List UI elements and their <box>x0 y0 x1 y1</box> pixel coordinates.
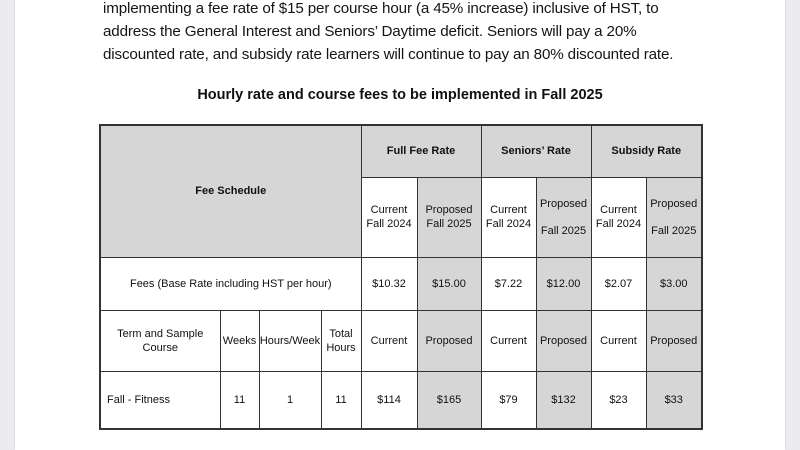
full-current-header: Current Fall 2024 <box>361 177 417 257</box>
fee-schedule-header: Fee Schedule <box>100 125 361 257</box>
body-paragraph <box>103 0 743 66</box>
fee-full-current: $10.32 <box>361 257 417 310</box>
paragraph-line: address the General Interest and Seniors’ Daytime deficit. Seniors will pay a 20% <box>103 23 637 40</box>
fee-subsidy-proposed: $3.00 <box>646 257 702 310</box>
course-seniors-proposed: $132 <box>536 371 591 429</box>
full-proposed-column-header: Proposed <box>417 310 481 371</box>
course-header-row <box>100 310 702 371</box>
course-term: Fall - Fitness <box>100 371 220 429</box>
full-fee-rate-header: Full Fee Rate <box>361 125 481 177</box>
full-current-column-header: Current <box>361 310 417 371</box>
fee-full-proposed: $15.00 <box>417 257 481 310</box>
seniors-proposed-header: Proposed Fall 2025 <box>536 177 591 257</box>
course-subsidy-proposed: $33 <box>646 371 702 429</box>
group-header-row <box>100 125 702 177</box>
seniors-proposed-column-header: Proposed <box>536 310 591 371</box>
course-full-proposed: $165 <box>417 371 481 429</box>
fee-seniors-proposed: $12.00 <box>536 257 591 310</box>
fee-subsidy-current: $2.07 <box>591 257 646 310</box>
seniors-current-column-header: Current <box>481 310 536 371</box>
course-hours-per-week: 1 <box>259 371 321 429</box>
total-hours-column-header: Total Hours <box>321 310 361 371</box>
fees-row-label: Fees (Base Rate including HST per hour) <box>100 257 361 310</box>
subsidy-current-column-header: Current <box>591 310 646 371</box>
subsidy-proposed-column-header: Proposed <box>646 310 702 371</box>
paragraph-line: implementing a fee rate of $15 per course hour (a 45% increase) inclusive of HST, to <box>103 0 659 17</box>
fee-seniors-current: $7.22 <box>481 257 536 310</box>
subsidy-rate-header: Subsidy Rate <box>591 125 702 177</box>
course-seniors-current: $79 <box>481 371 536 429</box>
table-caption: Hourly rate and course fees to be implemented in Fall 2025 <box>197 87 603 103</box>
seniors-current-header: Current Fall 2024 <box>481 177 536 257</box>
paragraph-line: discounted rate, and subsidy rate learners will continue to pay an 80% discounted rate. <box>103 46 674 63</box>
table-row <box>100 371 702 429</box>
hours-per-week-column-header: Hours/Week <box>259 310 321 371</box>
course-total-hours: 11 <box>321 371 361 429</box>
course-subsidy-current: $23 <box>591 371 646 429</box>
subsidy-current-header: Current Fall 2024 <box>591 177 646 257</box>
subsidy-proposed-header: Proposed Fall 2025 <box>646 177 702 257</box>
course-weeks: 11 <box>220 371 259 429</box>
fees-row <box>100 257 702 310</box>
fee-table <box>99 124 703 430</box>
weeks-column-header: Weeks <box>220 310 259 371</box>
full-proposed-header: Proposed Fall 2025 <box>417 177 481 257</box>
seniors-rate-header: Seniors’ Rate <box>481 125 591 177</box>
term-column-header: Term and Sample Course <box>100 310 220 371</box>
course-full-current: $114 <box>361 371 417 429</box>
